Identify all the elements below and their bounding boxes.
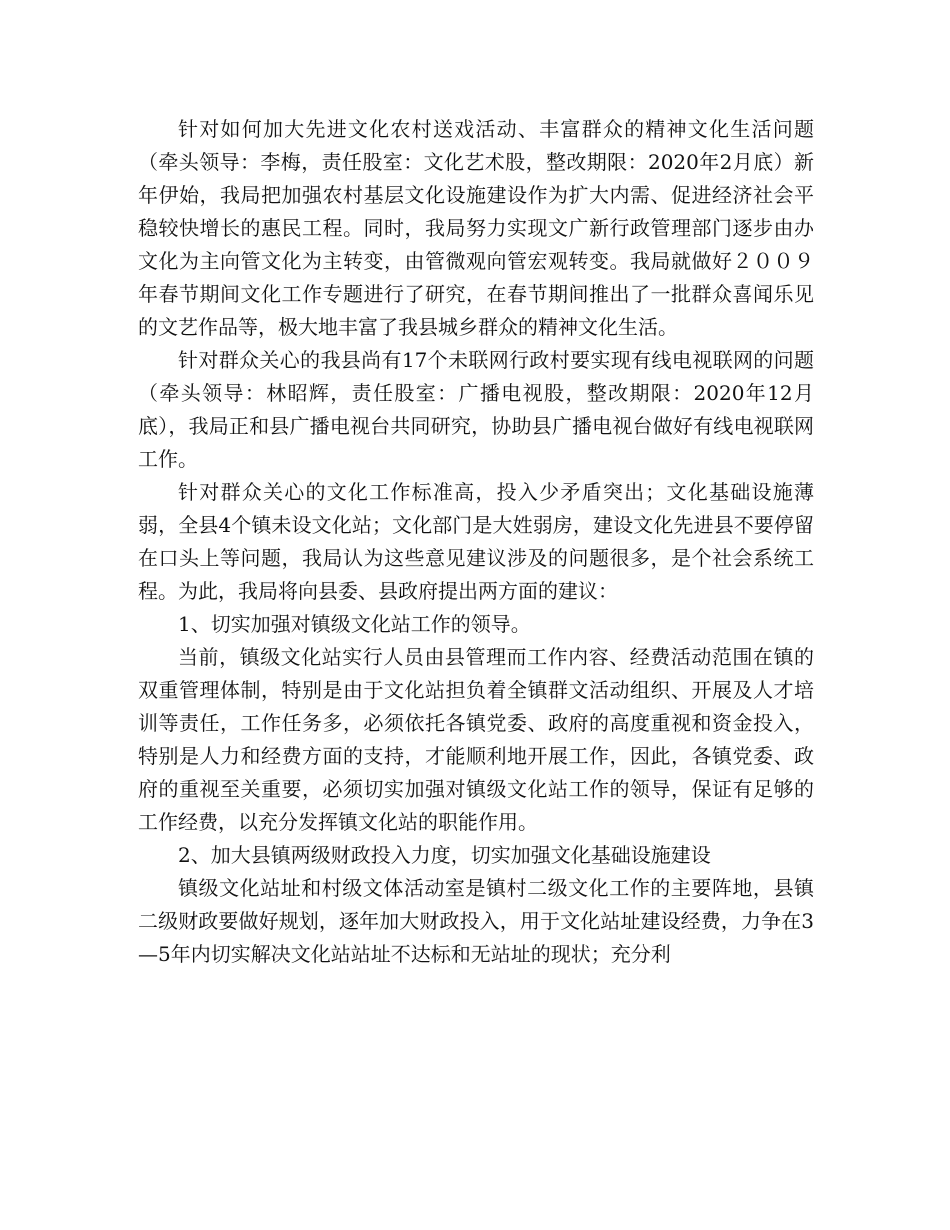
paragraph-cable-tv: 针对群众关心的我县尚有17个未联网行政村要实现有线电视联网的问题（牵头领导：林昭辉，责任股室：广播电视股，整改期限：2020年12月底），我局正和县广播电视台共同研究，协助县广播电视台做好有线电视联网工作。 — [138, 348, 814, 471]
paragraph-infrastructure: 镇级文化站址和村级文体活动室是镇村二级文化工作的主要阵地，县镇二级财政要做好规划，逐年加大财政投入，用于文化站址建设经费，力争在3—5年内切实解决文化站站址不达标和无站址的现状；充分利 — [138, 876, 814, 966]
heading-suggestion-1: 1、切实加强对镇级文化站工作的领导。 — [178, 612, 531, 636]
paragraph-station-leadership: 当前，镇级文化站实行人员由县管理而工作内容、经费活动范围在镇的双重管理体制，特别是由于文化站担负着全镇群文活动组织、开展及人才培训等责任，工作任务多，必须依托各镇党委、政府的高度重视和资金投入，特别是人力和经费方面的支持，才能顺利地开展工作，因此，各镇党委、政府的重视至关重要，必须切实加强对镇级文化站工作的领导，保证有足够的工作经费，以充分发挥镇文化站的职能作用。 — [138, 645, 814, 834]
heading-suggestion-2: 2、加大县镇两级财政投入力度，切实加强文化基础设施建设 — [178, 843, 711, 867]
paragraph-rural-opera: 针对如何加大先进文化农村送戏活动、丰富群众的精神文化生活问题（牵头领导：李梅，责任股室：文化艺术股，整改期限：2020年2月底）新年伊始，我局把加强农村基层文化设施建设作为扩大内需、促进经济社会平稳较快增长的惠民工程。同时，我局努力实现文广新行政管理部门逐步由办文化为主向管文化为主转变，由管微观向管宏观转变。我局就做好２００９年春节期间文化工作专题进行了研究，在春节期间推出了一批群众喜闻乐见的文艺作品等，极大地丰富了我县城乡群众的精神文化生活。 — [138, 117, 814, 339]
document-body — [138, 113, 814, 971]
paragraph-cultural-issues: 针对群众关心的文化工作标准高，投入少矛盾突出；文化基础设施薄弱，全县4个镇未设文化站；文化部门是大姓弱房，建设文化先进县不要停留在口头上等问题，我局认为这些意见建议涉及的问题很多，是个社会系统工程。为此，我局将向县委、县政府提出两方面的建议： — [138, 480, 814, 603]
